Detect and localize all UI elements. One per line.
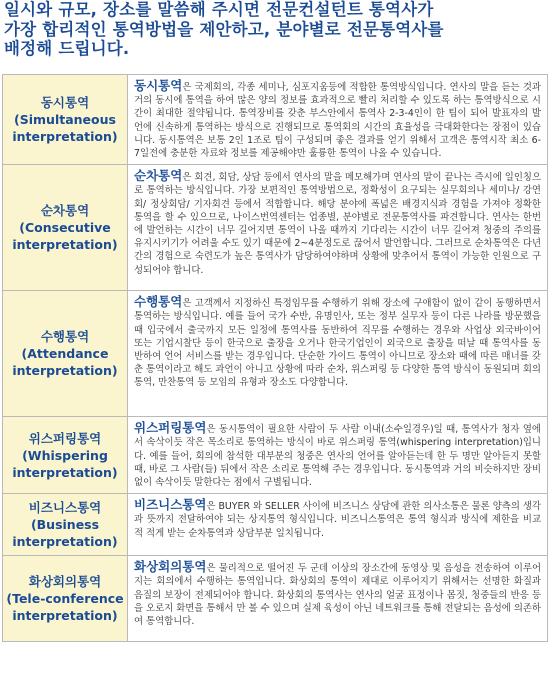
service-term: 위스퍼링통역 [134, 420, 207, 436]
intro-line-3: 배정해 드립니다. [4, 39, 130, 58]
service-name-ko: 동시통역 [40, 95, 90, 111]
service-label-cell [3, 75, 128, 165]
table-row [3, 291, 548, 417]
service-name-en: (Business [30, 517, 100, 533]
service-term: 화상회의통역 [134, 559, 207, 575]
service-description [128, 556, 548, 642]
table-row [3, 417, 548, 494]
service-term: 순차통역 [134, 168, 183, 184]
service-description [128, 165, 548, 291]
service-name-ko: 비즈니스통역 [28, 500, 102, 516]
service-description [128, 291, 548, 417]
intro-line-2: 가장 합리적인 통역방법을 제안하고, 분야별로 전문통역사를 [4, 19, 444, 39]
service-body: 은 국제회의, 각종 세미나, 심포지움등에 적합한 통역방식입니다. 연사의 말을 듣는 것과 거의 동시에 통역을 하여 많은 양의 정보를 효과적으로 빨리 처리할 수 있도록 하는 통역방식으로 시간이 최대한 절약됩니다. 통역장비를 갖춘 부스안에서 통역사 2-3-4인이 한 팀이 되어 발표자의 발언에 신속하게 통역하는 방식으로 진행되므로 통역회의 시간의 효율성을 극대화한다는 장점이 있습니다. 동시통역은 보통 2인 1조로 팀이 구성되며 좋은 결과를 얻기 위해서 고객은 통역시작 최소 6-7일전에 충분한 자료와 정보를 제공해야만 훌륭한 통역이 나올 수 있습니다. [134, 82, 541, 160]
table-row [3, 75, 548, 165]
service-body: 은 고객께서 지정하신 특정임무를 수행하기 위해 장소에 구애함이 없이 같이 동행하면서 통역하는 방식입니다. 예를 들어 국가 수반, 유명인사, 또는 정부 실무자 등이 다른 나라를 방문했을 때 입국에서 출국까지 모든 일정에 통역사를 동반하여 직무를 수행하는 경우와 사업상 외국바이어 또는 기업시찰단 등이 한국으로 출장을 오거나 한국기업인이 외국으로 출장을 떠날 때 통역사를 동반하여 언어 서비스를 받는 경우입니다. 단순한 가이드 통역이 아니므로 장소와 때에 따른 매너를 갖춘 통역이라고 해도 과언이 아니고 상황에 따라 순차, 위스퍼링 등 다양한 통역 방식이 동원되며 회의통역, 만찬통역 등 모임의 유형과 장소도 다양합니다. [134, 298, 541, 389]
service-name-en: interpretation) [12, 534, 118, 550]
service-name-en: (Consecutive [19, 220, 111, 236]
service-name-en: (Simultaneous [14, 112, 116, 128]
service-term: 수행통역 [134, 294, 183, 310]
service-body: 은 회견, 회담, 상담 등에서 연사의 말을 메모해가며 연사의 말이 끝나는 즉시에 일인칭으로 통역하는 방식입니다. 가장 보편적인 통역방법으로, 정확성이 요구되는 실무회의나 세미나/ 강연회/ 정상회담/ 기자회견 등에서 적합합니다. 해당 분야에 폭넓은 배경지식과 경험을 가져야 정확한 통역을 할 수 있으므로, 나이스번역센터는 업종별, 분야별로 전문통역사를 파견합니다. 연사는 한번에 발언하는 시간이 너무 길어지면 통역이 나올 때까지 기다리는 시간이 너무 길어져 청중의 주의를 유지시키기가 어려울 수도 있기 때문에 2~4분정도로 끊어서 발언합니다. 그러므로 순차통역은 다년간의 경험으로 숙련도가 높은 통역사가 담당하여야하며 상황에 맞추어서 통역이 가능한 인원으로 구성되어야 합니다. [134, 172, 542, 276]
service-label-cell [3, 291, 128, 417]
service-name-en: (Attendance [21, 346, 109, 362]
service-term: 동시통역 [134, 78, 183, 93]
interpretation-services-table [2, 74, 548, 642]
service-name-ko: 화상회의통역 [28, 574, 102, 590]
intro-heading [4, 0, 544, 59]
service-name-en: interpretation) [12, 608, 118, 624]
table-row [3, 556, 548, 642]
table-row [3, 494, 548, 556]
service-name-en: interpretation) [12, 237, 118, 253]
service-name-en: interpretation) [12, 363, 118, 379]
service-body: 은 동시통역이 필요한 사람이 두 사람 이내(소수일경우)일 때, 통역사가 청자 옆에서 속삭이듯 작은 목소리로 통역하는 방식이 바로 위스퍼링 통역(whispering interpretation)입니다. 예를 들어, 회의에 참석한 대부분의 청중은 연사의 언어를 알아듣는데 한 두 명만 알아듣지 못할 때, 바로 그 사람(들) 뒤에서 작은 소리로 통역해 주는 경우입니다. 동시통역과 거의 비슷하지만 장비 없이 속삭이듯 말한다는 점에서 구별됩니다. [134, 424, 541, 489]
service-name-en: (Whispering [22, 447, 108, 463]
service-body: 은 물리적으로 떨어진 두 군데 이상의 장소간에 동영상 및 음성을 전송하여 이루어지는 회의에서 수행하는 통역입니다. 화상회의 통역이 제대로 이루어지기 위해서는 선명한 화질과 음질의 보장이 전제되어야 합니다. 화상회의 통역사는 연사의 얼굴 표정이나 몸짓, 청중들의 반응 등을 오로지 화면을 통해서 만 볼 수 있으며 실제 육성이 아닌 네트워크를 통해 전달되는 음성에 의존하여 통역합니다. [134, 563, 541, 628]
service-description [128, 494, 548, 556]
service-name-ko: 위스퍼링통역 [28, 430, 102, 446]
table-row [3, 165, 548, 291]
service-name-en: interpretation) [12, 129, 118, 145]
service-description [128, 417, 548, 494]
service-name-ko: 순차통역 [40, 203, 90, 219]
intro-line-1: 일시와 규모, 장소를 말씀해 주시면 전문컨설턴트 통역사가 [4, 0, 434, 19]
service-name-en: (Tele-conference [6, 591, 124, 607]
service-name-en: interpretation) [12, 464, 118, 480]
service-body: 은 BUYER 와 SELLER 사이에 비즈니스 상담에 관한 의사소통은 물론 양측의 생각과 뜻까지 전달하여야 되는 상지통역 형식입니다. 비즈니스통역은 통역 형식과 방식에 제한을 비교적 적게 받는 순차통역과 상담부분 일치됩니다. [134, 501, 541, 539]
service-label-cell [3, 556, 128, 642]
service-label-cell [3, 165, 128, 291]
service-term: 비즈니스통역 [134, 497, 207, 513]
service-description [128, 75, 548, 165]
service-name-ko: 수행통역 [40, 329, 90, 345]
service-label-cell [3, 494, 128, 556]
service-label-cell [3, 417, 128, 494]
